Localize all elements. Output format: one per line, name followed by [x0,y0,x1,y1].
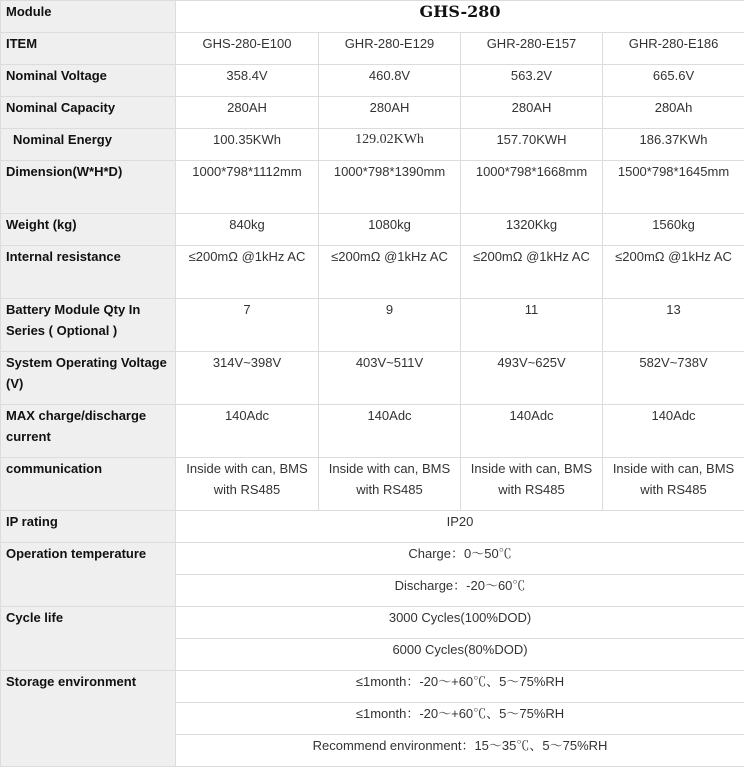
dimension-cell: 1000*798*1668mm [461,161,603,214]
operation-temperature-label: Operation temperature [1,543,176,607]
internal-resistance-cell: ≤200mΩ @1kHz AC [603,246,744,299]
row-nominal-capacity [1,97,744,129]
dimension-cell: 1500*798*1645mm [603,161,744,214]
module-label: Module [1,1,176,33]
max-charge-discharge-label: MAX charge/discharge current [1,405,176,458]
nominal-voltage-cell: 460.8V [319,65,461,97]
nominal-energy-cell: 157.70KWH [461,129,603,161]
row-battery-module-qty [1,299,744,352]
row-cycle-life [1,607,744,639]
nominal-voltage-cell: 358.4V [176,65,319,97]
internal-resistance-cell: ≤200mΩ @1kHz AC [461,246,603,299]
row-dimension [1,161,744,214]
nominal-capacity-cell: 280AH [319,97,461,129]
model-cell: GHR-280-E186 [603,33,744,65]
cycle-life-value: 6000 Cycles(80%DOD) [176,639,744,671]
storage-environment-label: Storage environment [1,671,176,767]
system-operating-voltage-cell: 493V~625V [461,352,603,405]
nominal-capacity-cell: 280AH [461,97,603,129]
max-charge-discharge-cell: 140Adc [461,405,603,458]
battery-module-qty-cell: 13 [603,299,744,352]
nominal-voltage-cell: 563.2V [461,65,603,97]
cycle-life-value: 3000 Cycles(100%DOD) [176,607,744,639]
nominal-energy-cell: 129.02KWh [319,129,461,161]
cycle-life-label: Cycle life [1,607,176,671]
nominal-energy-cell: 186.37KWh [603,129,744,161]
model-cell: GHR-280-E157 [461,33,603,65]
nominal-capacity-cell: 280Ah [603,97,744,129]
model-cell: GHR-280-E129 [319,33,461,65]
battery-module-qty-cell: 11 [461,299,603,352]
communication-cell: Inside with can, BMS with RS485 [603,458,744,511]
internal-resistance-cell: ≤200mΩ @1kHz AC [319,246,461,299]
weight-label: Weight (kg) [1,214,176,246]
communication-cell: Inside with can, BMS with RS485 [176,458,319,511]
row-weight [1,214,744,246]
row-nominal-voltage [1,65,744,97]
row-storage-environment [1,671,744,703]
discharge-temperature-value: Discharge：-20～60℃ [176,575,744,607]
dimension-cell: 1000*798*1112mm [176,161,319,214]
row-ip-rating [1,511,744,543]
system-operating-voltage-cell: 314V~398V [176,352,319,405]
model-cell: GHS-280-E100 [176,33,319,65]
row-module [1,1,744,33]
dimension-cell: 1000*798*1390mm [319,161,461,214]
row-operation-temperature [1,543,744,575]
storage-environment-value: ≤1month：-20～+60℃、5～75%RH [176,703,744,735]
weight-cell: 840kg [176,214,319,246]
nominal-energy-label: Nominal Energy [1,129,176,161]
internal-resistance-cell: ≤200mΩ @1kHz AC [176,246,319,299]
weight-cell: 1560kg [603,214,744,246]
battery-module-qty-cell: 7 [176,299,319,352]
battery-module-qty-cell: 9 [319,299,461,352]
row-item [1,33,744,65]
max-charge-discharge-cell: 140Adc [603,405,744,458]
communication-cell: Inside with can, BMS with RS485 [461,458,603,511]
nominal-capacity-label: Nominal Capacity [1,97,176,129]
max-charge-discharge-cell: 140Adc [176,405,319,458]
battery-module-qty-label: Battery Module Qty In Series ( Optional ) [1,299,176,352]
item-label: ITEM [1,33,176,65]
row-nominal-energy [1,129,744,161]
weight-cell: 1320Kkg [461,214,603,246]
storage-environment-value: Recommend environment：15～35℃、5～75%RH [176,735,744,767]
system-operating-voltage-cell: 403V~511V [319,352,461,405]
module-value: GHS-280 [176,1,744,33]
charge-temperature-value: Charge：0～50℃ [176,543,744,575]
nominal-capacity-cell: 280AH [176,97,319,129]
system-operating-voltage-label: System Operating Voltage (V) [1,352,176,405]
row-system-operating-voltage [1,352,744,405]
ip-rating-value: IP20 [176,511,744,543]
communication-cell: Inside with can, BMS with RS485 [319,458,461,511]
row-max-charge-discharge [1,405,744,458]
ip-rating-label: IP rating [1,511,176,543]
max-charge-discharge-cell: 140Adc [319,405,461,458]
internal-resistance-label: Internal resistance [1,246,176,299]
nominal-voltage-label: Nominal Voltage [1,65,176,97]
dimension-label: Dimension(W*H*D) [1,161,176,214]
system-operating-voltage-cell: 582V~738V [603,352,744,405]
communication-label: communication [1,458,176,511]
nominal-energy-cell: 100.35KWh [176,129,319,161]
nominal-voltage-cell: 665.6V [603,65,744,97]
weight-cell: 1080kg [319,214,461,246]
row-internal-resistance [1,246,744,299]
storage-environment-value: ≤1month：-20～+60℃、5～75%RH [176,671,744,703]
row-communication [1,458,744,511]
